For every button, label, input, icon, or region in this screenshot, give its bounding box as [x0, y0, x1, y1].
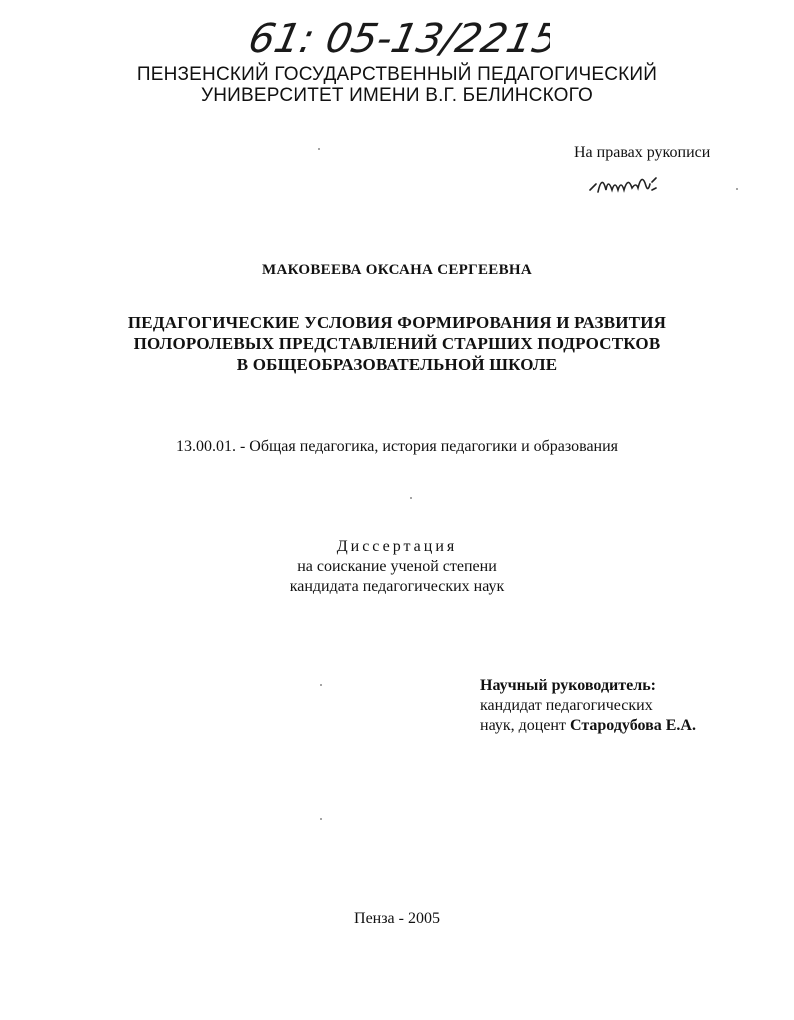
title-line-2: ПОЛОРОЛЕВЫХ ПРЕДСТАВЛЕНИЙ СТАРШИХ ПОДРОСТКОВ [133, 334, 661, 353]
university-line-2: УНИВЕРСИТЕТ ИМЕНИ В.Г. БЕЛИНСКОГО [200, 85, 594, 106]
scan-speck [736, 188, 738, 190]
scan-speck [410, 497, 412, 499]
dissertation-title [0, 312, 794, 375]
supervisor-heading: Научный руководитель: [480, 677, 656, 694]
author-name: МАКОВЕЕВА ОКСАНА СЕРГЕЕВНА [261, 262, 532, 278]
scan-speck [320, 818, 322, 820]
handwritten-signature [588, 168, 668, 202]
scan-speck [318, 148, 320, 150]
handwriting-drawing [250, 8, 550, 68]
work-type-line-3: кандидата педагогических наук [289, 578, 505, 595]
supervisor-title-line [480, 716, 696, 736]
supervisor-name: Стародубова Е.А. [569, 717, 696, 734]
supervisor-degree: кандидат педагогических [480, 697, 653, 714]
university-name [0, 64, 794, 106]
supervisor-rank: наук, доцент [480, 717, 570, 734]
title-line-1: ПЕДАГОГИЧЕСКИЕ УСЛОВИЯ ФОРМИРОВАНИЯ И РАЗВИТИЯ [127, 313, 667, 332]
supervisor-block [480, 676, 696, 736]
university-line-1: ПЕНЗЕНСКИЙ ГОСУДАРСТВЕННЫЙ ПЕДАГОГИЧЕСКИЙ [136, 64, 658, 85]
archive-code-handwritten [250, 8, 550, 68]
work-type-line-2: на соискание ученой степени [297, 558, 497, 575]
work-type [0, 537, 794, 597]
rights-note: На правах рукописи [574, 144, 711, 161]
specialty-code: 13.00.01. - Общая педагогика, история педагогики и образования [175, 438, 619, 455]
title-line-3: В ОБЩЕОБРАЗОВАТЕЛЬНОЙ ШКОЛЕ [236, 355, 558, 374]
city-year: Пенза - 2005 [354, 910, 440, 927]
work-type-heading: Диссертация [336, 538, 458, 555]
scan-speck [320, 684, 322, 686]
archive-code-text: 61: 05-13/2215 [250, 14, 550, 62]
